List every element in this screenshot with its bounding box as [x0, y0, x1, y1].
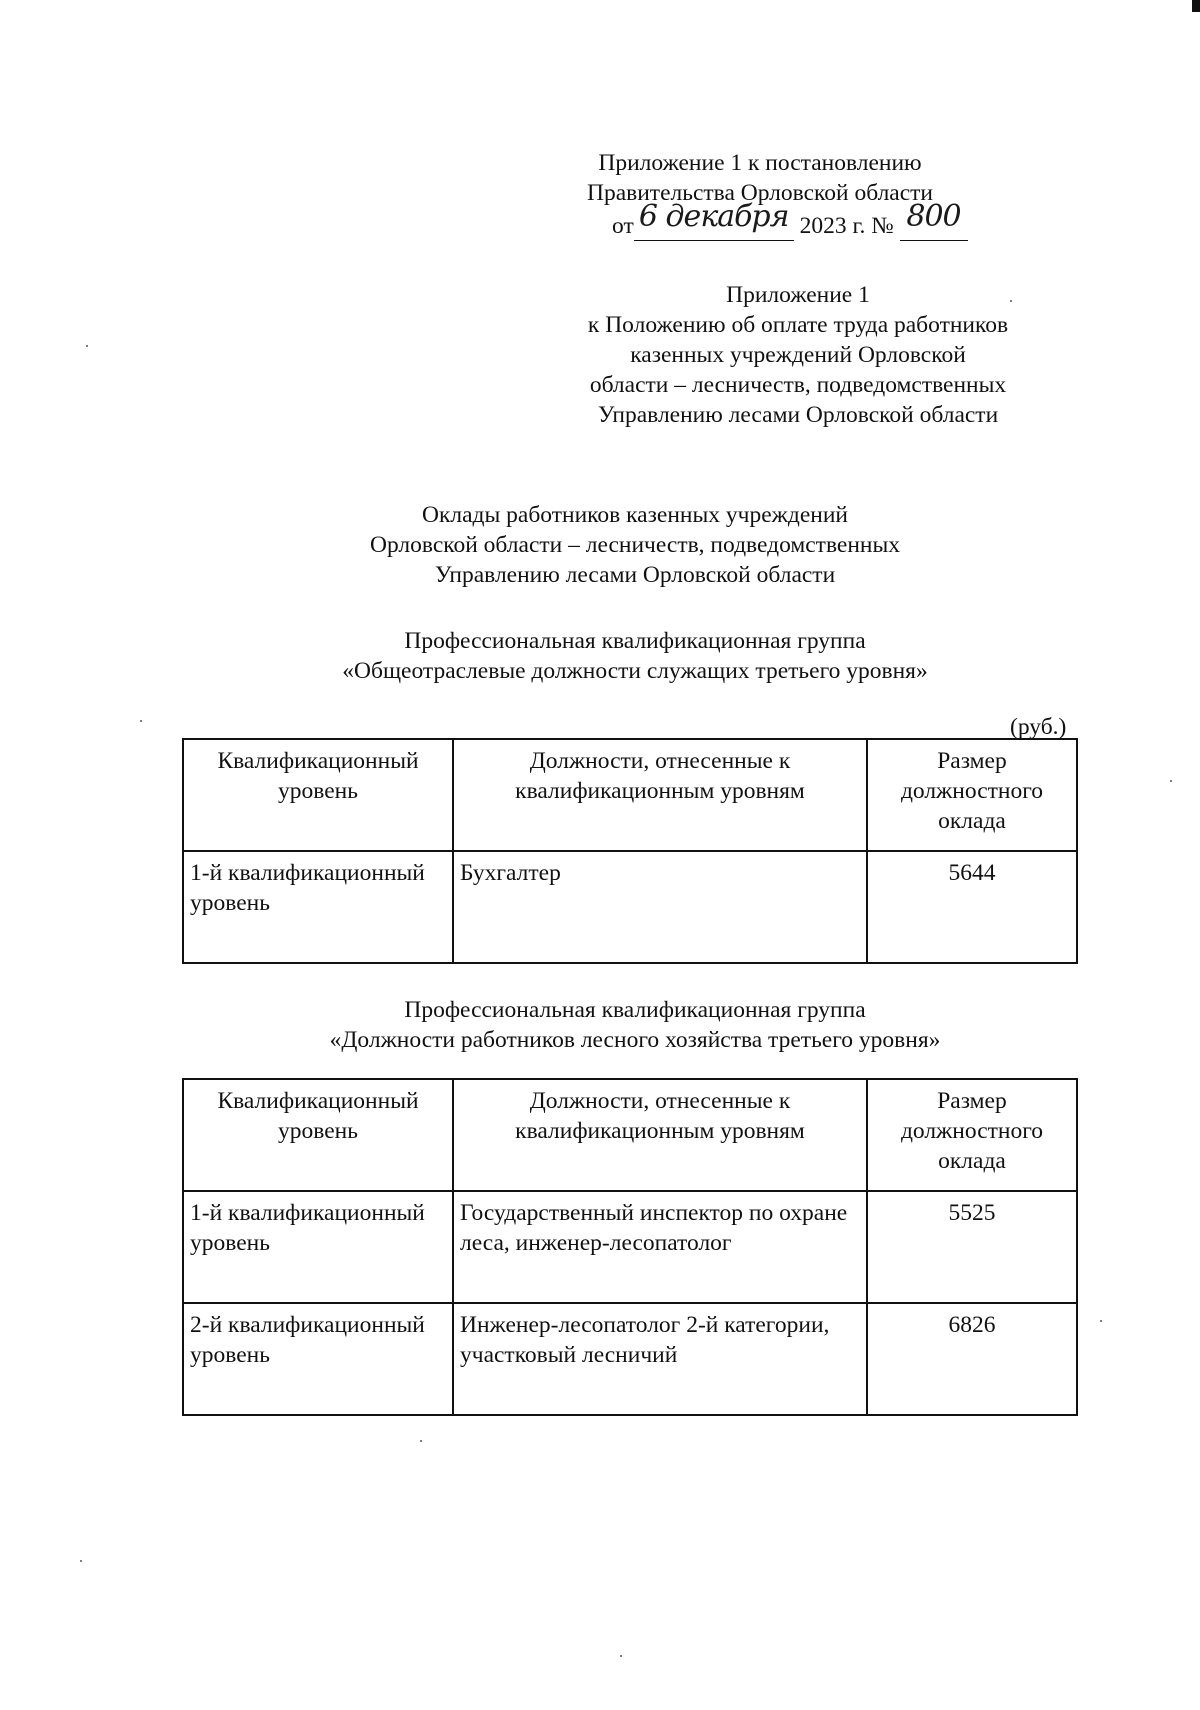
column-header-level: Квалификационный уровень	[183, 739, 453, 851]
table-header-row	[183, 1079, 1077, 1191]
scan-speck	[1100, 1320, 1102, 1322]
title-line-3: Управлению лесами Орловской области	[434, 562, 836, 588]
appendix-line-2: к Положению об оплате труда работников	[587, 312, 1009, 338]
table-row	[183, 1303, 1077, 1415]
group1-heading-line-2: «Общеотраслевые должности служащих третьего уровня»	[342, 658, 928, 684]
handwritten-number: 800	[906, 199, 961, 234]
table-row	[183, 1191, 1077, 1303]
appendix-line-5: Управлению лесами Орловской области	[597, 402, 999, 428]
scan-speck	[80, 1560, 82, 1562]
group2-heading	[200, 995, 1070, 1055]
title-line-1: Оклады работников казенных учреждений	[422, 502, 848, 528]
group1-heading-line-1: Профессиональная квалификационная группа	[404, 628, 866, 654]
header-line-1: Приложение 1 к постановлению	[598, 150, 922, 176]
cell-positions: Государственный инспектор по охране леса, инженер-лесопатолог	[453, 1191, 867, 1303]
scan-speck	[1010, 300, 1012, 302]
title-line-2: Орловской области – лесничеств, подведомственных	[369, 532, 901, 558]
table-header-row	[183, 739, 1077, 851]
scan-speck	[420, 1440, 422, 1442]
document-title	[250, 500, 1020, 590]
cell-salary: 5644	[867, 851, 1077, 963]
group1-heading	[200, 626, 1070, 686]
appendix-line-4: области – лесничеств, подведомственных	[589, 372, 1007, 398]
column-header-level: Квалификационный уровень	[183, 1079, 453, 1191]
from-prefix: от	[612, 213, 634, 239]
decree-date-line	[612, 199, 1032, 241]
scan-speck	[140, 720, 142, 722]
table-row	[183, 851, 1077, 963]
cell-level: 1-й квалификационный уровень	[183, 1191, 453, 1303]
column-header-salary: Размер должностного оклада	[867, 739, 1077, 851]
group2-heading-line-1: Профессиональная квалификационная группа	[404, 997, 866, 1023]
salary-table-2	[182, 1078, 1078, 1416]
number-slot	[900, 199, 968, 241]
currency-unit: (руб.)	[1010, 714, 1067, 740]
scan-speck	[620, 1655, 622, 1657]
column-header-positions: Должности, отнесенные к квалификационным уровням	[453, 1079, 867, 1191]
cell-positions: Бухгалтер	[453, 851, 867, 963]
appendix-line-1: Приложение 1	[726, 282, 870, 308]
group2-heading-line-2: «Должности работников лесного хозяйства третьего уровня»	[329, 1027, 941, 1053]
scan-corner-mark	[1192, 0, 1200, 12]
handwritten-date: 6 декабря	[638, 199, 789, 234]
appendix-line-3: казенных учреждений Орловской	[630, 342, 966, 368]
year-text: 2023 г. №	[799, 213, 894, 239]
cell-salary: 6826	[867, 1303, 1077, 1415]
cell-level: 2-й квалификационный уровень	[183, 1303, 453, 1415]
cell-positions: Инженер-лесопатолог 2-й категории, участковый лесничий	[453, 1303, 867, 1415]
appendix-block	[548, 280, 1048, 430]
column-header-salary: Размер должностного оклада	[867, 1079, 1077, 1191]
scan-speck	[86, 345, 88, 347]
cell-salary: 5525	[867, 1191, 1077, 1303]
header-line-2: Правительства Орловской области	[586, 180, 934, 206]
salary-table-1	[182, 738, 1078, 964]
scan-speck	[1170, 780, 1172, 782]
cell-level: 1-й квалификационный уровень	[183, 851, 453, 963]
column-header-positions: Должности, отнесенные к квалификационным уровням	[453, 739, 867, 851]
date-slot	[634, 199, 794, 241]
